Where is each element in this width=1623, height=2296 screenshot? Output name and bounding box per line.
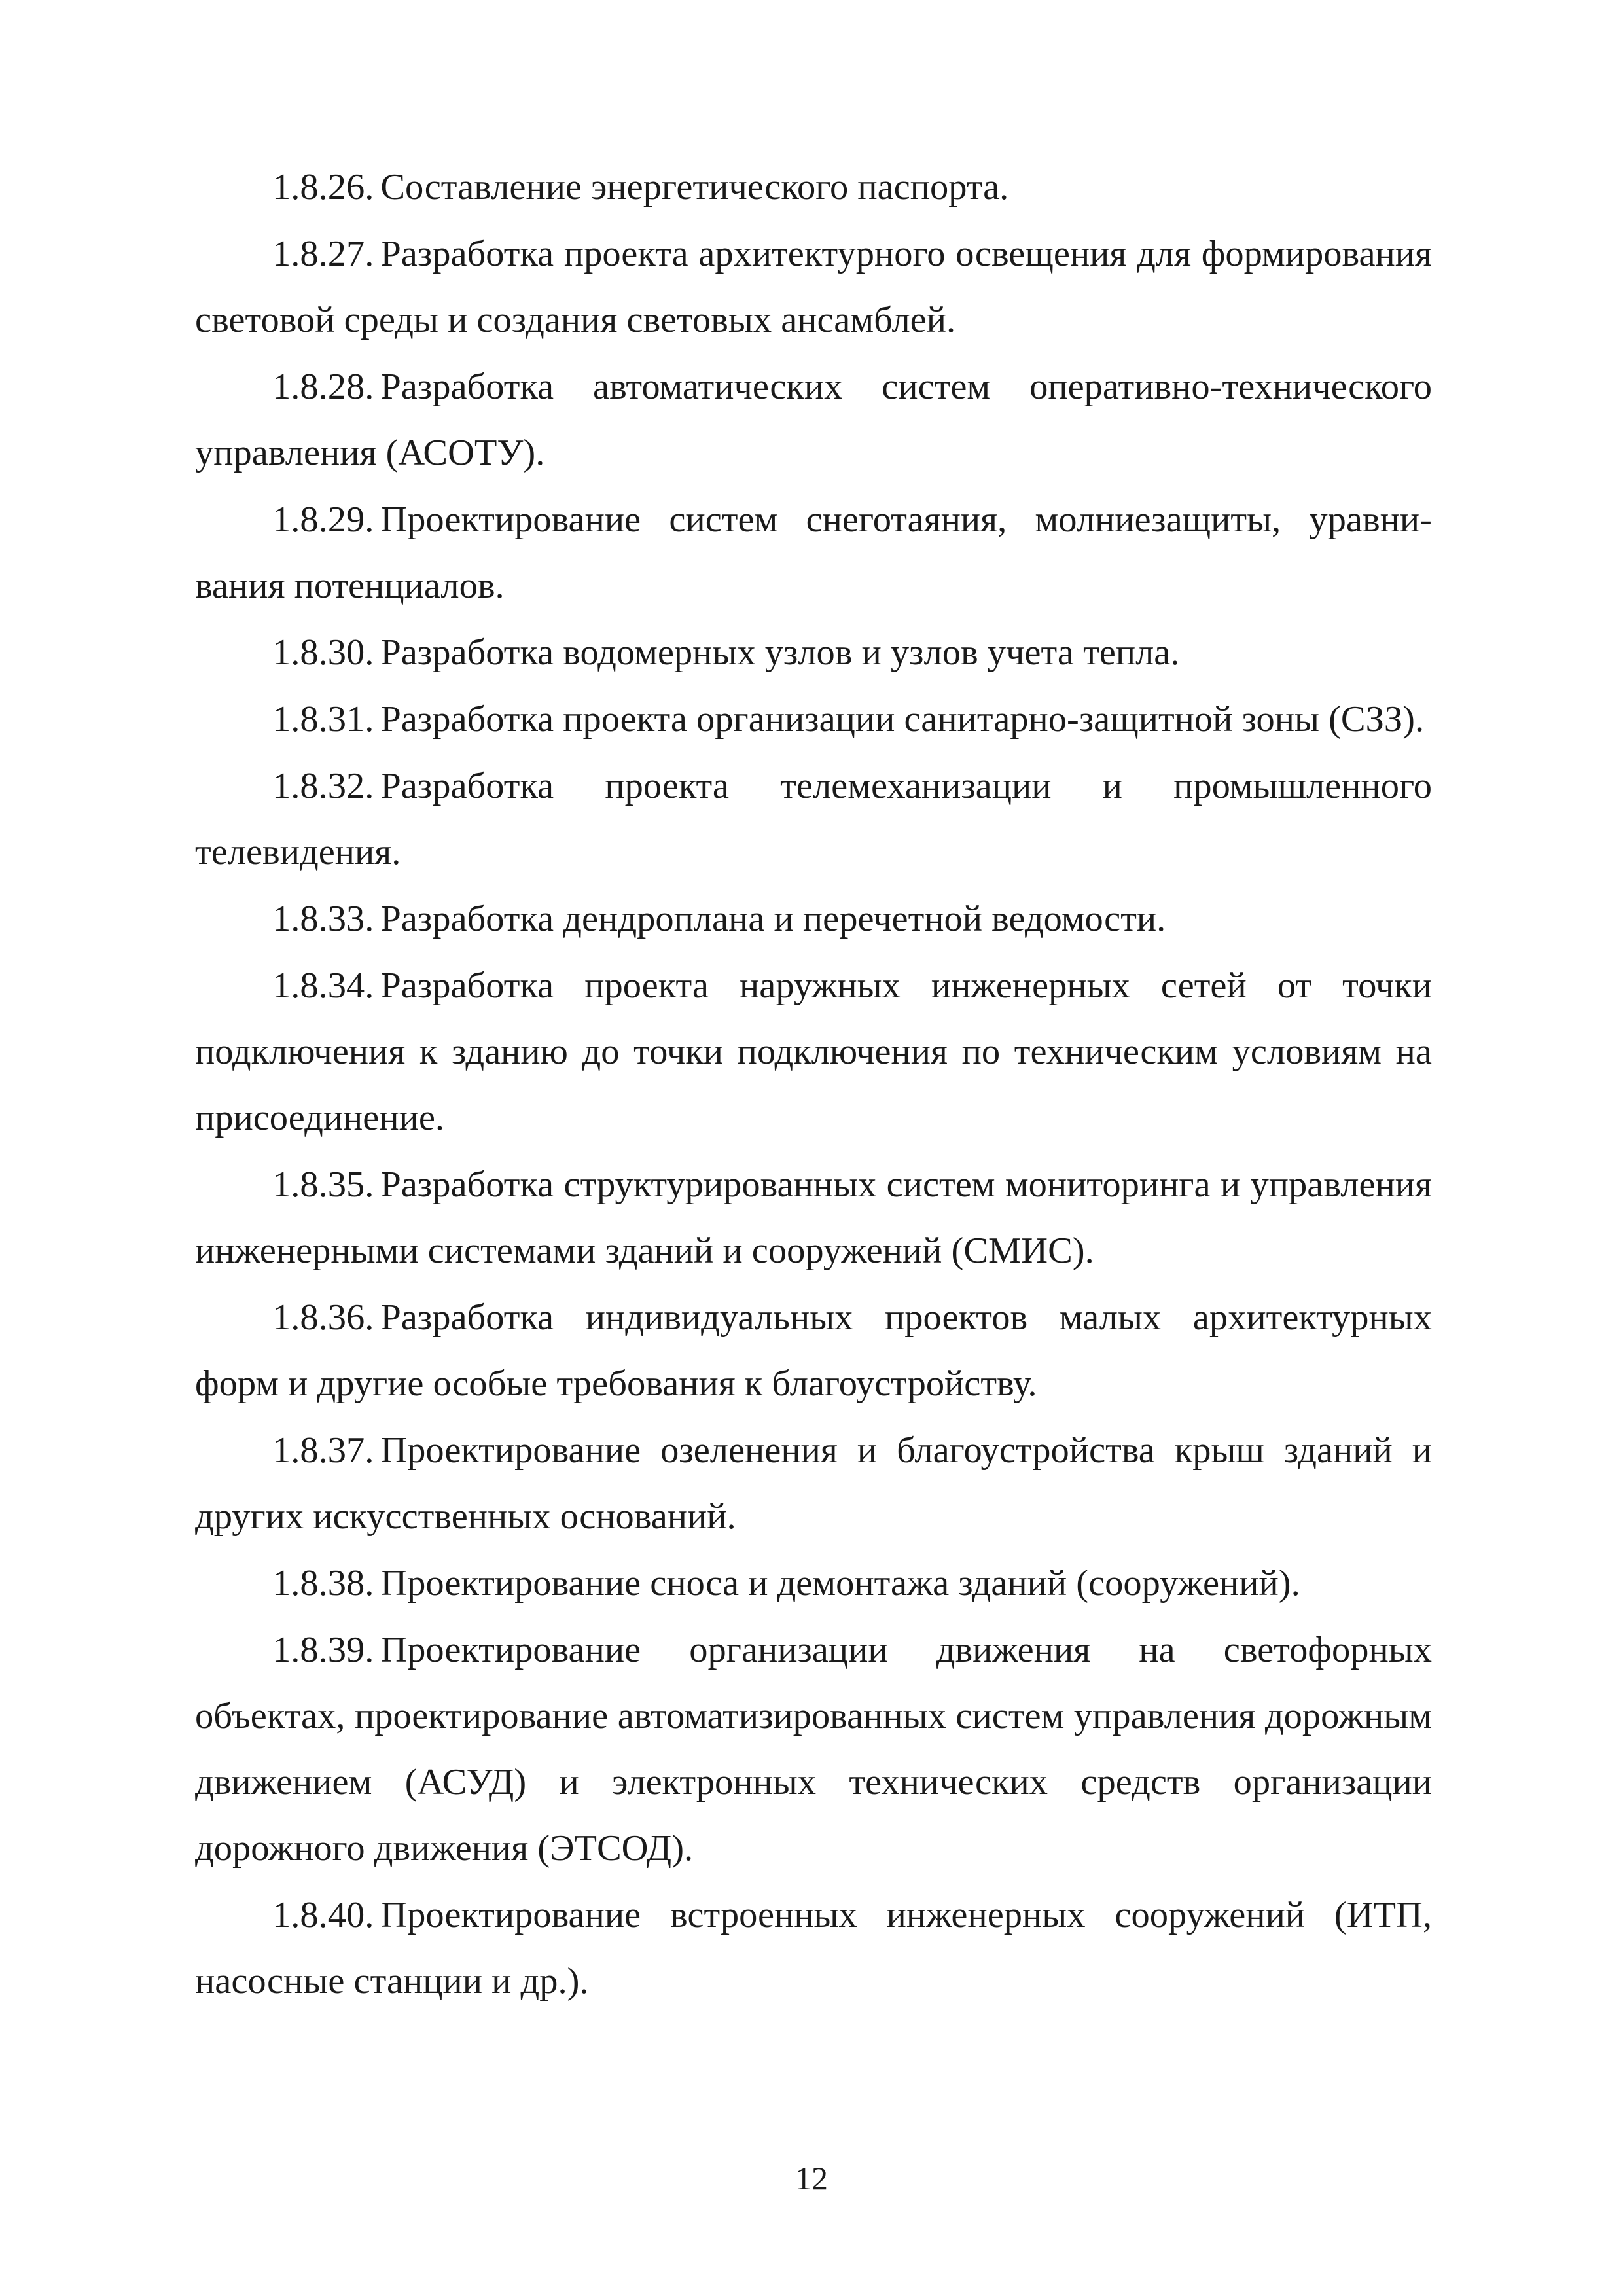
item-text: Разработка проекта архитектурного освещения для формирования световой среды и создания световых ансамблей. <box>195 234 1432 340</box>
item-text: Разработка индивидуальных проектов малых архитектурных форм и другие особые требования к благоустройству. <box>195 1297 1432 1404</box>
item-text: Разработка автоматических систем оперативно-технического управления (АСОТУ). <box>195 367 1432 473</box>
item-number: 1.8.35. <box>272 1164 374 1205</box>
item-number: 1.8.33. <box>272 899 374 939</box>
list-item-1-8-27 <box>195 221 1432 353</box>
item-number: 1.8.36. <box>272 1297 374 1338</box>
list-item-1-8-36 <box>195 1285 1432 1417</box>
item-text: Проектирование организации движения на светофорных объектах, проектирование автоматизированных систем управления дорожным движением (АСУД) и электронных технических средств организации дорожного движения (ЭТСОД). <box>195 1630 1432 1869</box>
item-text: Составление энергетического паспорта. <box>380 167 1009 207</box>
item-text: Проектирование систем снеготаяния, молниезащиты, уравнивания потенциалов. <box>195 499 1432 606</box>
item-number: 1.8.32. <box>272 766 374 806</box>
list-item-1-8-33 <box>195 886 1432 952</box>
list-item-1-8-38 <box>195 1551 1432 1617</box>
item-number: 1.8.34. <box>272 965 374 1006</box>
item-number: 1.8.26. <box>272 167 374 207</box>
item-number: 1.8.37. <box>272 1430 374 1471</box>
list-item-1-8-30 <box>195 620 1432 686</box>
item-number: 1.8.29. <box>272 499 374 540</box>
page-number: 12 <box>795 2160 828 2197</box>
document-body <box>195 154 1432 2015</box>
item-number: 1.8.28. <box>272 367 374 407</box>
item-text: Проектирование встроенных инженерных сооружений (ИТП, насосные станции и др.). <box>195 1895 1432 2001</box>
item-text: Проектирование озеленения и благоустройства крыш зданий и других искусственных оснований. <box>195 1430 1432 1537</box>
list-item-1-8-34 <box>195 953 1432 1151</box>
list-item-1-8-28 <box>195 354 1432 486</box>
list-item-1-8-39 <box>195 1617 1432 1882</box>
item-text: Разработка проекта организации санитарно-защитной зоны (СЗЗ). <box>380 699 1425 740</box>
list-item-1-8-40 <box>195 1882 1432 2015</box>
list-item-1-8-31 <box>195 687 1432 753</box>
item-number: 1.8.39. <box>272 1630 374 1670</box>
item-number: 1.8.30. <box>272 632 374 673</box>
item-text: Разработка дендроплана и перечетной ведомости. <box>380 899 1166 939</box>
list-item-1-8-29 <box>195 487 1432 619</box>
item-text: Разработка структурированных систем мониторинга и управления инженерными системами зданий и сооружений (СМИС). <box>195 1164 1432 1271</box>
item-number: 1.8.31. <box>272 699 374 740</box>
item-number: 1.8.27. <box>272 234 374 274</box>
list-item-1-8-35 <box>195 1152 1432 1284</box>
item-number: 1.8.38. <box>272 1563 374 1604</box>
item-text: Разработка проекта телемеханизации и промышленного телевидения. <box>195 766 1432 872</box>
item-text: Разработка водомерных узлов и узлов учета тепла. <box>380 632 1180 673</box>
item-text: Проектирование сноса и демонтажа зданий (сооружений). <box>380 1563 1300 1604</box>
item-number: 1.8.40. <box>272 1895 374 1935</box>
list-item-1-8-32 <box>195 753 1432 886</box>
list-item-1-8-37 <box>195 1418 1432 1550</box>
item-text: Разработка проекта наружных инженерных сетей от точки подключения к зданию до точки подключения по техническим условиям на присоединение. <box>195 965 1432 1138</box>
list-item-1-8-26 <box>195 154 1432 221</box>
